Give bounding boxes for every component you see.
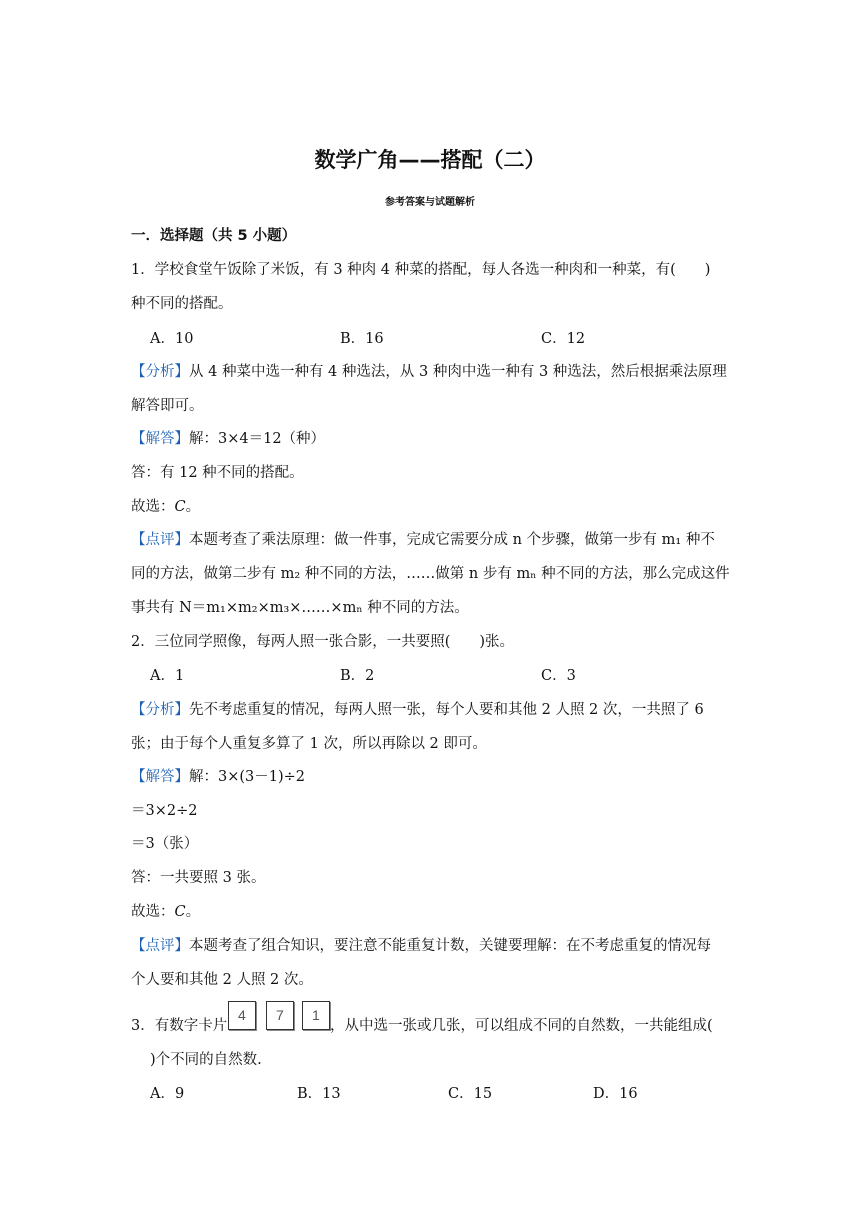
q1-choice: C (174, 499, 186, 515)
q2-solution-line3: ＝3（张） (131, 836, 199, 852)
q2-solution-text1: 解：3×(3－1)÷2 (189, 769, 306, 785)
number-card (302, 1001, 330, 1030)
q1-analysis-line2: 解答即可。 (131, 398, 204, 414)
number-card-digit: 1 (312, 1007, 320, 1023)
q2-choice: C (174, 904, 186, 920)
q1-solution-text1: 解：3×4＝12（种） (189, 431, 326, 447)
number-card (228, 1001, 256, 1030)
q1-comment-text1: 本题考查了乘法原理：做一件事，完成它需要分成 n 个步骤，做第一步有 m₁ 种不 (189, 532, 715, 548)
q2-choice-prefix: 故选： (131, 904, 175, 920)
number-card-digit: 7 (276, 1007, 284, 1023)
page-title: 数学广角——搭配（二） (314, 148, 546, 172)
q2-solution-line2: ＝3×2÷2 (131, 803, 198, 819)
q3-option-a: A．9 (150, 1086, 185, 1102)
q3-option-d: D．16 (593, 1086, 638, 1102)
section-heading: 一．选择题（共 5 小题） (131, 228, 297, 244)
q3-stem-line2: )个不同的自然数. (150, 1052, 262, 1068)
q2-analysis-line1 (131, 698, 704, 719)
q2-analysis-text1: 先不考虑重复的情况，每两人照一张，每个人要和其他 2 人照 2 次，一共照了 6 (189, 702, 704, 718)
q2-solution-line1 (131, 765, 305, 786)
q3-option-c: C．15 (448, 1086, 493, 1102)
q1-option-b: B．16 (340, 331, 384, 347)
q2-comment-text1: 本题考查了组合知识，要注意不能重复计数，关键要理解：在不考虑重复的情况每 (189, 938, 711, 954)
q1-choice-suffix: 。 (185, 499, 201, 515)
solution-tag: 【解答】 (131, 769, 189, 785)
q1-comment-line2: 同的方法，做第二步有 m₂ 种不同的方法，……做第 n 步有 mₙ 种不同的方法，那么完成这件 (131, 566, 730, 582)
q1-analysis-line1 (131, 360, 727, 381)
analysis-tag: 【分析】 (131, 364, 189, 380)
q2-comment-line2: 个人要和其他 2 人照 2 次。 (131, 972, 313, 988)
q1-option-a: A．10 (150, 331, 194, 347)
page-subtitle: 参考答案与试题解析 (385, 197, 475, 208)
q3-stem-suffix: ，从中选一张或几张，可以组成不同的自然数，一共能组成( (330, 1018, 713, 1034)
q2-option-a: A．1 (150, 668, 185, 684)
q1-comment-line3: 事共有 N＝m₁×m₂×m₃×……×mₙ 种不同的方法。 (131, 600, 469, 616)
q1-stem-line1: 1．学校食堂午饭除了米饭，有 3 种肉 4 种菜的搭配，每人各选一种肉和一种菜，有( ) (131, 262, 711, 278)
solution-tag: 【解答】 (131, 431, 189, 447)
q2-answer: 答：一共要照 3 张。 (131, 870, 266, 886)
comment-tag: 【点评】 (131, 532, 189, 548)
q3-option-b: B．13 (297, 1086, 341, 1102)
q1-choice-line (131, 495, 200, 516)
q1-stem-line2: 种不同的搭配。 (131, 296, 233, 312)
number-card (266, 1001, 294, 1030)
q2-stem-line1: 2．三位同学照像，每两人照一张合影，一共要照( )张。 (131, 634, 515, 650)
q1-choice-prefix: 故选： (131, 499, 175, 515)
q2-choice-line (131, 900, 200, 921)
comment-tag: 【点评】 (131, 938, 189, 954)
q2-choice-suffix: 。 (185, 904, 201, 920)
q2-option-b: B．2 (340, 668, 375, 684)
q2-option-c: C．3 (541, 668, 576, 684)
q1-comment-line1 (131, 528, 715, 549)
q3-stem-prefix: 3．有数字卡片 (131, 1018, 228, 1034)
q2-comment-line1 (131, 934, 711, 955)
analysis-tag: 【分析】 (131, 702, 189, 718)
number-card-digit: 4 (238, 1007, 246, 1023)
q1-option-c: C．12 (541, 331, 586, 347)
q2-analysis-line2: 张；由于每个人重复多算了 1 次，所以再除以 2 即可。 (131, 736, 487, 752)
q1-solution-line1 (131, 427, 325, 448)
q1-answer: 答：有 12 种不同的搭配。 (131, 465, 304, 481)
q1-analysis-text1: 从 4 种菜中选一种有 4 种选法，从 3 种肉中选一种有 3 种选法，然后根据乘法原理 (189, 364, 727, 380)
